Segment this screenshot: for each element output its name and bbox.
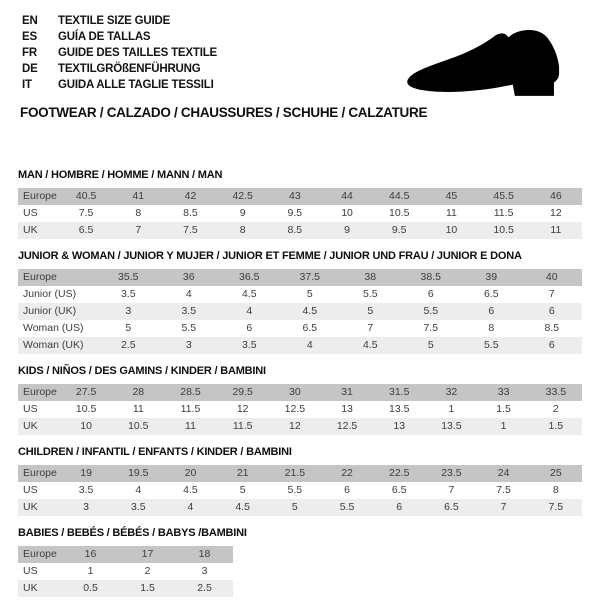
size-cell: 3.5 xyxy=(241,339,257,351)
language-label: GUÍA DE TALLAS xyxy=(58,31,151,43)
size-cell: 7.5 xyxy=(183,224,198,236)
size-cell: 18 xyxy=(198,548,211,560)
size-cell: 21 xyxy=(236,467,249,479)
category-title: FOOTWEAR / CALZADO / CHAUSSURES / SCHUHE / CALZATURE xyxy=(20,105,428,120)
language-code: ES xyxy=(22,31,37,43)
size-cell: 24 xyxy=(497,467,510,479)
size-cell: 1 xyxy=(448,403,455,415)
size-cell: 9.5 xyxy=(391,224,407,236)
language-code: EN xyxy=(22,15,38,27)
size-cell: 10.5 xyxy=(75,403,97,415)
size-cell: 4.5 xyxy=(183,484,198,496)
size-cell: 7 xyxy=(548,288,555,300)
size-cell: 37.5 xyxy=(299,271,320,283)
size-cell: 13.5 xyxy=(441,420,462,432)
size-cell: 4.5 xyxy=(302,305,318,317)
size-cell: 11.5 xyxy=(232,420,253,432)
table-row-man-uk xyxy=(18,222,582,239)
size-section-junior-woman xyxy=(18,250,582,354)
size-cell: 42.5 xyxy=(232,190,253,202)
table-row-children-europe xyxy=(18,465,582,482)
size-cell: 40.5 xyxy=(75,190,97,202)
table-title-junior-woman: JUNIOR & WOMAN / JUNIOR Y MUJER / JUNIOR ET FEMME / JUNIOR UND FRAU / JUNIOR E DONA xyxy=(18,250,522,262)
size-cell: 39 xyxy=(485,271,498,283)
size-cell: 5.5 xyxy=(181,322,197,334)
size-cell: 8 xyxy=(135,207,142,219)
size-cell: 8 xyxy=(552,484,559,496)
table-title-babies: BABIES / BEBÉS / BÉBÉS / BABYS /BAMBINI xyxy=(18,527,247,539)
table-row-man-us xyxy=(18,205,582,222)
size-cell: 6 xyxy=(427,288,434,300)
size-cell: 3.5 xyxy=(78,484,94,496)
table-row-babies-europe xyxy=(18,546,233,563)
size-table-children xyxy=(18,465,582,516)
size-cell: 3.5 xyxy=(120,288,136,300)
table-row-man-europe xyxy=(18,188,582,205)
size-cell: 4.5 xyxy=(362,339,378,351)
size-table-junior-woman xyxy=(18,269,582,354)
size-cell: 8.5 xyxy=(287,224,303,236)
language-label: TEXTILE SIZE GUIDE xyxy=(58,15,171,27)
table-row-babies-uk xyxy=(18,580,233,597)
size-cell: 2 xyxy=(552,403,559,415)
size-cell: 4.5 xyxy=(235,501,250,513)
size-cell: 13 xyxy=(341,403,353,415)
size-cell: 5 xyxy=(125,322,132,334)
size-cell: 12.5 xyxy=(336,420,358,432)
size-cell: 5 xyxy=(291,501,298,513)
size-cell: 10.5 xyxy=(493,224,514,236)
size-cell: 3 xyxy=(185,339,192,351)
size-cell: 6 xyxy=(344,484,350,496)
size-cell: 33.5 xyxy=(545,386,567,398)
size-cell: 21.5 xyxy=(284,467,306,479)
size-cell: 3 xyxy=(125,305,132,317)
row-label-cell: UK xyxy=(23,224,38,236)
size-cell: 7.5 xyxy=(423,322,439,334)
size-cell: 36 xyxy=(182,271,195,283)
row-label-cell: US xyxy=(23,207,38,219)
row-label-cell: UK xyxy=(23,501,38,513)
size-cell: 7.5 xyxy=(548,501,564,513)
language-row-fr xyxy=(22,45,217,61)
size-cell: 13 xyxy=(393,420,406,432)
size-cell: 43 xyxy=(289,190,301,202)
table-title-kids: KIDS / NIÑOS / DES GAMINS / KINDER / BAMBINI xyxy=(18,365,266,377)
size-cell: 45 xyxy=(445,190,458,202)
size-cell: 4 xyxy=(187,501,194,513)
size-cell: 4 xyxy=(246,305,253,317)
size-cell: 3 xyxy=(201,565,208,577)
row-label-cell: Junior (UK) xyxy=(23,305,77,317)
size-cell: 4 xyxy=(306,339,313,351)
size-cell: 31 xyxy=(341,386,353,398)
language-label: GUIDE DES TAILLES TEXTILE xyxy=(58,47,217,59)
size-cell: 10 xyxy=(445,224,458,236)
language-code: DE xyxy=(22,63,38,75)
size-cell: 2.5 xyxy=(197,582,212,594)
size-cell: 11 xyxy=(550,224,562,236)
language-row-es xyxy=(22,29,217,45)
size-section-children xyxy=(18,446,582,516)
size-cell: 6.5 xyxy=(444,501,459,513)
size-cell: 6 xyxy=(396,501,403,513)
table-title-man: MAN / HOMBRE / HOMME / MANN / MAN xyxy=(18,169,223,181)
size-cell: 5 xyxy=(306,288,313,300)
size-cell: 5.5 xyxy=(362,288,378,300)
size-cell: 7.5 xyxy=(496,484,511,496)
size-cell: 8.5 xyxy=(544,322,560,334)
row-label-cell: Europe xyxy=(23,271,57,283)
size-cell: 4 xyxy=(135,484,142,496)
size-cell: 6.5 xyxy=(302,322,318,334)
table-row-junior-woman-europe xyxy=(18,269,582,286)
size-cell: 12 xyxy=(550,207,562,219)
size-cell: 42 xyxy=(184,190,197,202)
size-cell: 4.5 xyxy=(241,288,257,300)
size-cell: 12.5 xyxy=(284,403,306,415)
size-table-babies xyxy=(18,546,233,597)
size-cell: 3.5 xyxy=(181,305,197,317)
size-cell: 16 xyxy=(84,548,97,560)
size-cell: 38 xyxy=(364,271,377,283)
size-cell: 5.5 xyxy=(339,501,355,513)
size-cell: 22 xyxy=(341,467,353,479)
size-section-kids xyxy=(18,365,582,435)
size-cell: 40 xyxy=(545,271,558,283)
language-code: IT xyxy=(22,79,32,91)
size-cell: 19 xyxy=(80,467,92,479)
size-cell: 5 xyxy=(239,484,246,496)
language-label: TEXTILGRÖßENFÜHRUNG xyxy=(58,63,201,75)
size-cell: 7.5 xyxy=(78,207,94,219)
size-cell: 8 xyxy=(488,322,495,334)
size-cell: 6 xyxy=(548,339,555,351)
size-cell: 23.5 xyxy=(441,467,462,479)
row-label-cell: Woman (US) xyxy=(23,322,84,334)
size-cell: 38.5 xyxy=(420,271,441,283)
table-row-junior-woman-woman-uk xyxy=(18,337,582,354)
size-cell: 44 xyxy=(341,190,353,202)
language-row-it xyxy=(22,77,217,93)
size-cell: 3 xyxy=(83,501,90,513)
size-cell: 7 xyxy=(135,224,142,236)
table-row-kids-us xyxy=(18,401,582,418)
size-cell: 2 xyxy=(144,565,151,577)
size-cell: 36.5 xyxy=(239,271,260,283)
size-cell: 28.5 xyxy=(180,386,201,398)
table-title-children: CHILDREN / INFANTIL / ENFANTS / KINDER / BAMBINI xyxy=(18,446,292,458)
size-cell: 9.5 xyxy=(287,207,303,219)
row-label-cell: US xyxy=(23,403,38,415)
language-list xyxy=(22,13,217,93)
size-cell: 5.5 xyxy=(287,484,303,496)
size-cell: 10 xyxy=(341,207,353,219)
size-cell: 4 xyxy=(185,288,192,300)
size-cell: 5.5 xyxy=(483,339,499,351)
size-cell: 35.5 xyxy=(118,271,139,283)
row-label-cell: Europe xyxy=(23,386,57,398)
table-row-kids-uk xyxy=(18,418,582,435)
size-cell: 31.5 xyxy=(389,386,410,398)
size-cell: 9 xyxy=(239,207,246,219)
size-cell: 44.5 xyxy=(389,190,410,202)
row-label-cell: Woman (UK) xyxy=(23,339,84,351)
size-cell: 10.5 xyxy=(128,420,149,432)
size-cell: 0.5 xyxy=(83,582,98,594)
language-row-en xyxy=(22,13,217,29)
size-section-man xyxy=(18,169,582,239)
size-cell: 29.5 xyxy=(232,386,253,398)
row-label-cell: US xyxy=(23,565,38,577)
size-cell: 6 xyxy=(246,322,253,334)
size-cell: 5 xyxy=(367,305,374,317)
size-cell: 9 xyxy=(344,224,350,236)
size-cell: 3.5 xyxy=(130,501,146,513)
language-code: FR xyxy=(22,47,37,59)
size-cell: 11.5 xyxy=(493,207,514,219)
size-cell: 28 xyxy=(132,386,145,398)
size-cell: 19.5 xyxy=(128,467,149,479)
size-cell: 11 xyxy=(445,207,457,219)
size-cell: 20 xyxy=(184,467,197,479)
size-cell: 27.5 xyxy=(75,386,97,398)
size-cell: 1 xyxy=(500,420,507,432)
size-cell: 7 xyxy=(500,501,507,513)
row-label-cell: US xyxy=(23,484,38,496)
size-table-kids xyxy=(18,384,582,435)
table-row-children-uk xyxy=(18,499,582,516)
size-cell: 10.5 xyxy=(389,207,410,219)
row-label-cell: Europe xyxy=(23,467,57,479)
table-row-babies-us xyxy=(18,563,233,580)
table-row-junior-woman-junior-us xyxy=(18,286,582,303)
size-cell: 11 xyxy=(132,403,144,415)
size-cell: 11 xyxy=(185,420,196,432)
size-section-babies xyxy=(18,527,582,597)
size-cell: 1.5 xyxy=(548,420,564,432)
size-cell: 6 xyxy=(488,305,495,317)
size-cell: 25 xyxy=(550,467,562,479)
shoe-icon xyxy=(396,28,572,100)
size-cell: 1.5 xyxy=(496,403,511,415)
size-table-man xyxy=(18,188,582,239)
size-tables xyxy=(18,169,582,600)
row-label-cell: UK xyxy=(23,582,38,594)
language-label: GUIDA ALLE TAGLIE TESSILI xyxy=(58,79,214,91)
size-cell: 2.5 xyxy=(120,339,136,351)
size-cell: 10 xyxy=(80,420,92,432)
size-cell: 32 xyxy=(445,386,458,398)
table-row-children-us xyxy=(18,482,582,499)
size-cell: 17 xyxy=(141,548,154,560)
size-cell: 45.5 xyxy=(493,190,514,202)
size-cell: 5 xyxy=(427,339,434,351)
size-cell: 1.5 xyxy=(140,582,155,594)
size-cell: 8 xyxy=(239,224,246,236)
table-row-junior-woman-junior-uk xyxy=(18,303,582,320)
row-label-cell: UK xyxy=(23,420,38,432)
size-cell: 30 xyxy=(289,386,301,398)
size-cell: 13.5 xyxy=(389,403,410,415)
row-label-cell: Europe xyxy=(23,190,57,202)
size-cell: 12 xyxy=(289,420,301,432)
row-label-cell: Junior (US) xyxy=(23,288,77,300)
row-label-cell: Europe xyxy=(23,548,57,560)
table-row-kids-europe xyxy=(18,384,582,401)
size-cell: 7 xyxy=(367,322,374,334)
size-cell: 5.5 xyxy=(423,305,439,317)
size-cell: 33 xyxy=(497,386,510,398)
size-cell: 7 xyxy=(448,484,455,496)
size-cell: 41 xyxy=(132,190,145,202)
size-cell: 1 xyxy=(87,565,94,577)
size-cell: 6.5 xyxy=(78,224,94,236)
size-cell: 8.5 xyxy=(183,207,198,219)
table-row-junior-woman-woman-us xyxy=(18,320,582,337)
size-cell: 6 xyxy=(548,305,555,317)
size-cell: 12 xyxy=(236,403,249,415)
language-row-de xyxy=(22,61,217,77)
size-cell: 11.5 xyxy=(180,403,201,415)
size-cell: 22.5 xyxy=(389,467,410,479)
size-cell: 46 xyxy=(550,190,562,202)
size-cell: 6.5 xyxy=(391,484,407,496)
size-cell: 6.5 xyxy=(483,288,499,300)
